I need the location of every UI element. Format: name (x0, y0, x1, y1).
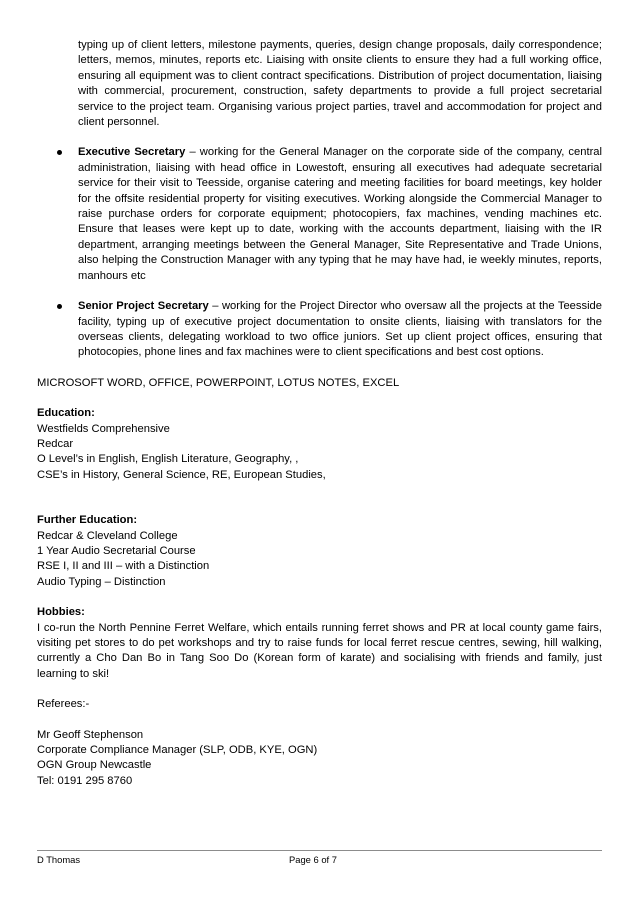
education-heading: Education: (37, 407, 95, 420)
further-education-line: RSE I, II and III – with a Distinction (37, 560, 210, 573)
footer-author: D Thomas (37, 854, 81, 865)
skills-line: MICROSOFT WORD, OFFICE, POWERPOINT, LOTUS NOTES, EXCEL (37, 376, 400, 389)
role-title: Executive Secretary (78, 146, 186, 159)
referee-name: Mr Geoff Stephenson (37, 728, 144, 741)
further-education-heading: Further Education: (37, 514, 138, 527)
referees-heading: Referees:- (37, 698, 90, 711)
hobbies-section (37, 605, 602, 682)
hobbies-text: I co-run the North Pennine Ferret Welfare, which entails running ferret shows and PR at local county game fairs, visiting pet stores to do pet workshops and try to raise funds for local ferret rescue centres, sewing, hill walking, currently a Cho Dan Bo in Tang Soo Do (Korean form of karate) and socialising with friends and family, just learning to ski! (37, 621, 602, 680)
footer-page-number: Page 6 of 7 (289, 854, 337, 865)
role-description: – working for the Project Director who oversaw all the projects at the Teesside facility, typing up of executive project documentation to onsite clients, liaising with translators for the overseas clients, delegating workload to two office juniors. Set up client project offices, ensuring that photocopies, phone lines and fax machines were to client specifications and best cost options. (78, 300, 602, 359)
education-line: O Level’s in English, English Literature, Geography, , (37, 453, 299, 466)
referee-company: OGN Group Newcastle (37, 759, 152, 772)
role-title: Senior Project Secretary (78, 300, 209, 313)
intro-paragraph: typing up of client letters, milestone payments, queries, design change proposals, daily correspondence; letters, memos, minutes, reports etc. Liaising with onsite clients to ensure they had a full working office, ensuring all equipment was to client contract specifications. Distribution of project documentation, liaising with commercial, procurement, construction, safety departments to provide a full project secretarial service to the project team. Organising various project parties, travel and accommodation for project and client personnel. (78, 39, 602, 129)
further-education-line: Redcar & Cleveland College (37, 529, 178, 542)
footer-divider (37, 850, 602, 851)
hobbies-heading: Hobbies: (37, 606, 85, 619)
role-description: – working for the General Manager on the corporate side of the company, central administration, liaising with head office in Lowestoft, ensuring all executives had adequate secretarial service for their visit to Teesside, organise catering and meeting facilities for board meetings, key holder for the offsite residential property for visiting executives. Working alongside the Commercial Manager to raise purchase orders for corporate equipment; photocopiers, fax machines, vending machines etc. Ensure that leases were kept up to date, working with the accounts department, liaising with the IR department, arranging meetings between the General Manager, Site Representative and Trade Unions, also helping the Construction Manager with any typing that he may have had, ie weekly minutes, reports, manhours etc (78, 146, 603, 282)
role-executive-secretary (37, 145, 602, 284)
referee-phone: Tel: 0191 295 8760 (37, 774, 133, 787)
role-senior-project-secretary (37, 299, 602, 361)
referee-details (37, 728, 602, 790)
education-line: Redcar (37, 437, 74, 450)
education-line: Westfields Comprehensive (37, 422, 170, 435)
bullet-icon (57, 304, 62, 309)
referee-title: Corporate Compliance Manager (SLP, ODB, KYE, OGN) (37, 744, 318, 757)
page-content (37, 38, 602, 789)
further-education-line: 1 Year Audio Secretarial Course (37, 544, 196, 557)
further-education-section (37, 513, 602, 590)
bullet-icon (57, 150, 62, 155)
education-line: CSE’s in History, General Science, RE, European Studies, (37, 468, 326, 481)
education-section (37, 406, 602, 483)
further-education-line: Audio Typing – Distinction (37, 575, 166, 588)
